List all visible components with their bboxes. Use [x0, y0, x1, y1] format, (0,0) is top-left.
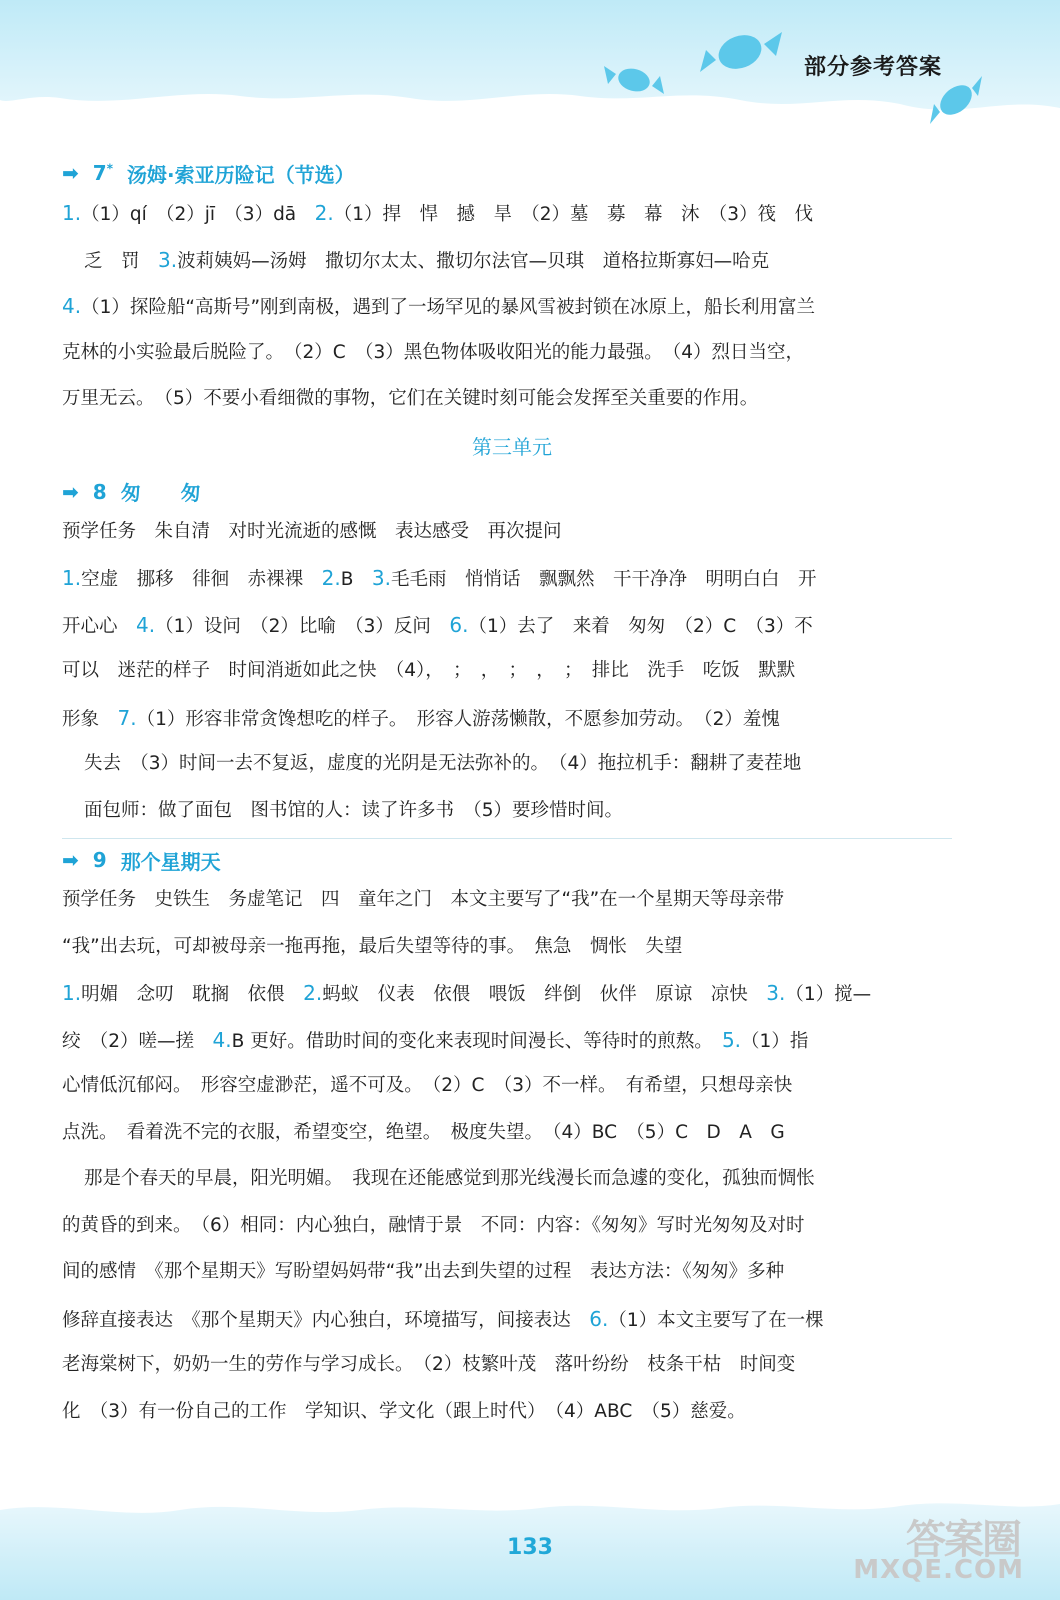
answer-text: 绞 （2）嗟—搓: [62, 1030, 213, 1052]
answer-text: 预学任务 朱自清 对时光流逝的感慨 表达感受 再次提问: [62, 520, 562, 542]
divider: [62, 838, 952, 839]
question-number: 2.: [321, 566, 341, 590]
watermark-logo: 答案圈: [906, 1517, 1020, 1563]
answer-text: （1）去了 来着 匆匆 （2）C （3）不: [468, 615, 813, 637]
answer-text: 可以 迷茫的样子 时间消逝如此之快 （4）， ； ， ； ， ； 排比 洗手 吃饭 默默: [62, 660, 796, 681]
question-number: 1.: [62, 981, 82, 1005]
answer-text: 明媚 念叨 耽搁 依偎: [81, 984, 304, 1005]
answer-text: 空虚 挪移 徘徊 赤裸裸: [81, 569, 322, 590]
answer-text: B 更好。借助时间的变化来表现时间漫长、等待时的煎熬。: [231, 1030, 722, 1052]
answer-line: [62, 283, 962, 330]
question-number: 5.: [721, 1027, 742, 1052]
answer-text: 间的感情 《那个星期天》写盼望妈妈带“我”出去到失望的过程 表达方法：《匆匆》多种: [62, 1261, 785, 1282]
section-heading-8: [62, 475, 962, 509]
answer-line: [62, 1342, 962, 1389]
answer-text: （1）指: [741, 1030, 809, 1052]
question-number: 6.: [589, 1306, 609, 1331]
section-heading-9: [62, 843, 962, 877]
answer-text: （1）设问 （2）比喻 （3）反问: [155, 615, 450, 637]
section-7-answers: [62, 190, 962, 423]
answer-text: 老海棠树下，奶奶一生的劳作与学习成长。 （2）枝繁叶茂 落叶纷纷 枝条干枯 时间变: [62, 1354, 796, 1375]
arrow-icon: ➡: [62, 848, 79, 872]
question-number: 4.: [62, 294, 82, 318]
answer-line: [62, 1203, 962, 1250]
section-8-answers: [62, 509, 962, 835]
question-number: 2.: [303, 981, 323, 1005]
question-number: 3.: [371, 566, 391, 590]
answer-text: 点洗。 看着洗不完的衣服，希望变空，绝望。 极度失望。 （4）BC （5）C D A G: [62, 1121, 785, 1143]
answer-text: 修辞直接表达 《那个星期天》内心独白，环境描写，间接表达: [62, 1309, 590, 1331]
answer-text: 开心心: [62, 615, 137, 637]
answer-line: [62, 330, 962, 377]
answer-text: （1）本文主要写了在一棵: [608, 1309, 824, 1331]
question-number: 3.: [158, 247, 178, 272]
answer-text: B: [340, 569, 372, 590]
question-number: 4.: [136, 612, 156, 637]
answer-text: 毛毛雨 悄悄话 飘飘然 干干净净 明明白白 开: [391, 569, 817, 590]
answer-text: 那是个春天的早晨，阳光明媚。 我现在还能感觉到那光线漫长而急遽的变化，孤独而惆怅: [84, 1168, 815, 1189]
question-number: 1.: [62, 201, 82, 225]
answer-text: （1）搅—: [785, 984, 872, 1005]
section-9-answers: [62, 877, 962, 1435]
answer-line: [62, 190, 962, 237]
question-number: 1.: [62, 566, 82, 590]
question-number: 4.: [212, 1027, 232, 1052]
answer-line: [62, 970, 962, 1017]
answer-text: （1）捍 悍 撼 旱 （2）墓 募 幕 沐 （3）筏 伐: [333, 204, 814, 225]
answer-content: [62, 156, 962, 1435]
answer-text: （1）qí （2）jī （3）dā: [81, 204, 315, 225]
answer-line: [62, 237, 962, 284]
answer-line: [62, 788, 962, 835]
page-number: 133: [507, 1535, 553, 1560]
answer-line: [62, 1156, 962, 1203]
answer-line: [62, 509, 962, 556]
answer-text: 的黄昏的到来。 （6）相同：内心独白，融情于景 不同：内容：《匆匆》写时光匆匆及对时: [62, 1214, 805, 1236]
answer-line: [62, 877, 962, 924]
question-number: 2.: [314, 201, 334, 225]
answer-line: [62, 1063, 962, 1110]
question-number: 7.: [117, 705, 137, 730]
answer-text: 万里无云。 （5）不要小看细微的事物，它们在关键时刻可能会发挥至关重要的作用。: [62, 388, 759, 409]
answer-line: [62, 1017, 962, 1064]
answer-text: （1）形容非常贪馋想吃的样子。 形容人游荡懒散，不愿参加劳动。 （2）羞愧: [136, 708, 780, 730]
answer-line: [62, 1389, 962, 1436]
answer-text: 预学任务 史铁生 务虚笔记 四 童年之门 本文主要写了“我”在一个星期天等母亲带: [62, 889, 785, 910]
section-title: 那个星期天: [120, 849, 221, 874]
answer-text: 波莉姨妈—汤姆 撒切尔太太、撒切尔法官—贝琪 道格拉斯寡妇—哈克: [177, 250, 770, 272]
header-title: 部分参考答案: [803, 55, 942, 80]
answer-line: [62, 602, 962, 649]
arrow-icon: ➡: [62, 479, 79, 504]
answer-text: 心情低沉郁闷。 形容空虚渺茫，遥不可及。 （2）C （3）不一样。 有希望，只想母亲快: [62, 1075, 793, 1096]
question-number: 3.: [766, 981, 786, 1005]
answer-text: 乏 罚: [84, 250, 159, 272]
answer-line: [62, 376, 962, 423]
answer-text: 蚂蚁 仪表 依偎 喂饭 绊倒 伙伴 原谅 凉快: [322, 984, 767, 1005]
answer-text: “我”出去玩，可却被母亲一拖再拖，最后失望等待的事。 焦急 惆怅 失望: [62, 935, 683, 957]
answer-text: 化 （3）有一份自己的工作 学知识、学文化（跟上时代） （4）ABC （5）慈爱。: [62, 1400, 746, 1422]
section-number: 7*: [92, 161, 113, 185]
answer-line: [62, 695, 962, 742]
watermark-url: MXQE.COM: [853, 1555, 1024, 1585]
question-number: 6.: [449, 612, 469, 637]
answer-line: [62, 741, 962, 788]
section-heading-7: [62, 156, 962, 190]
section-title: 匆 匆: [120, 481, 201, 505]
arrow-icon: ➡: [62, 161, 79, 185]
answer-line: [62, 555, 962, 602]
answer-text: 形象: [62, 708, 118, 730]
section-number: 8: [92, 479, 107, 504]
answer-text: 失去 （3）时间一去不复返，虚度的光阴是无法弥补的。 （4）拖拉机手：翻耕了麦茬地: [84, 753, 802, 774]
answer-text: 克林的小实验最后脱险了。 （2）C （3）黑色物体吸收阳光的能力最强。 （4）烈日当空，: [62, 341, 804, 363]
answer-line: [62, 1110, 962, 1157]
answer-line: [62, 1249, 962, 1296]
answer-text: （1）探险船“高斯号”刚到南极，遇到了一场罕见的暴风雪被封锁在冰原上，船长利用富兰: [81, 297, 816, 318]
answer-line: [62, 648, 962, 695]
answer-line: [62, 924, 962, 971]
answer-line: [62, 1296, 962, 1343]
answer-text: 面包师：做了面包 图书馆的人：读了许多书 （5）要珍惜时间。: [84, 799, 624, 821]
section-number: 9: [92, 848, 107, 872]
section-title: 汤姆·索亚历险记（节选）: [126, 162, 355, 187]
unit-title: 第三单元: [472, 434, 552, 459]
